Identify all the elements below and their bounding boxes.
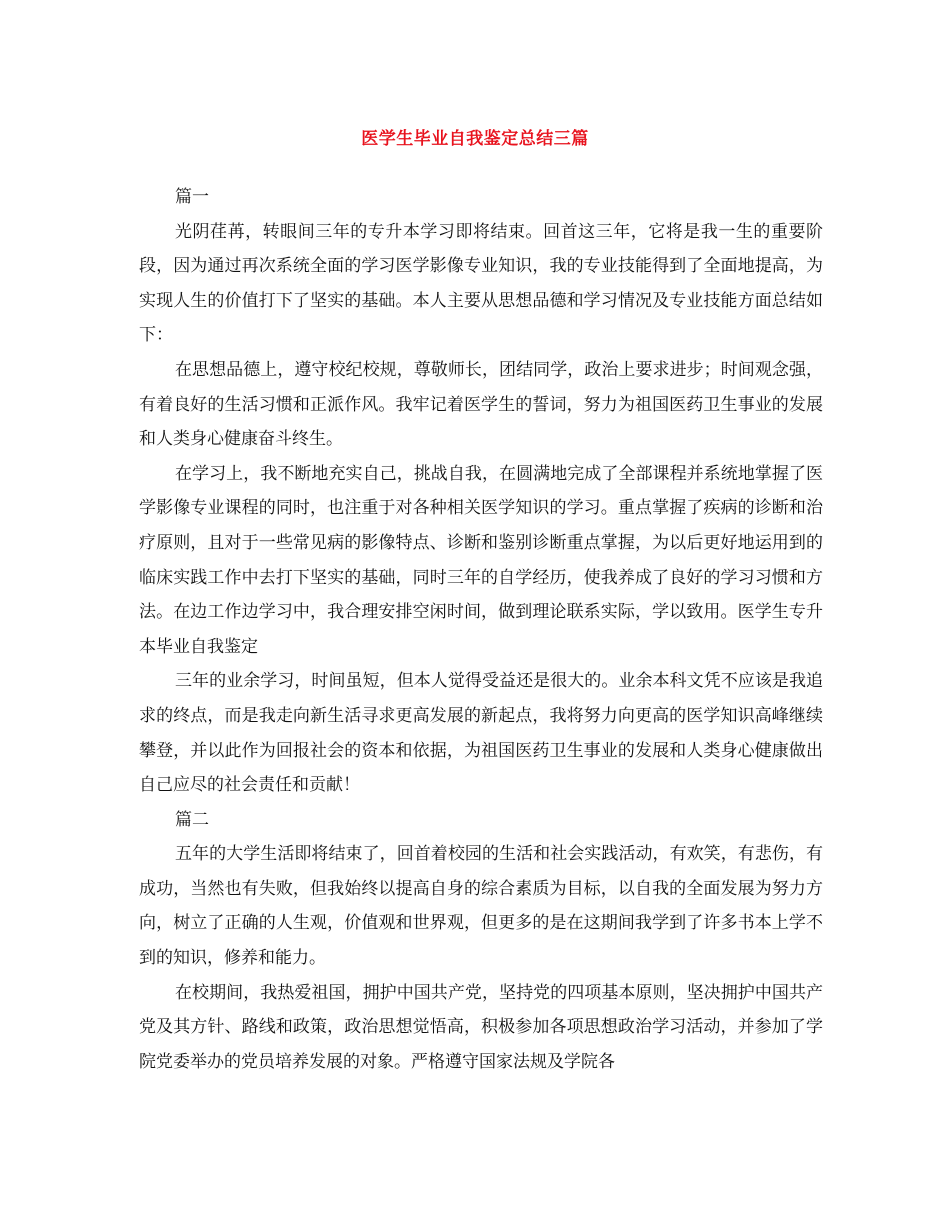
document-title: 医学生毕业自我鉴定总结三篇 <box>361 129 589 149</box>
paragraph: 三年的业余学习，时间虽短，但本人觉得受益还是很大的。业余本科文凭不应该是我追求的终点，而是我走向新生活寻求更高发展的新起点，我将努力向更高的医学知识高峰继续攀登，并以此作为回报社会的资本和依据，为祖国医药卫生事业的发展和人类身心健康做出自己应尽的社会责任和贡献！ <box>139 671 823 796</box>
paragraph: 在校期间，我热爱祖国，拥护中国共产党，坚持党的四项基本原则，坚决拥护中国共产党及其方针、路线和政策，政治思想觉悟高，积极参加各项思想政治学习活动，并参加了学院党委举办的党员培养发展的对象。严格遵守国家法规及学院各 <box>139 982 823 1072</box>
section-heading: 篇二 <box>175 809 209 830</box>
section-1 <box>139 180 823 803</box>
paragraph: 在学习上，我不断地充实自己，挑战自我，在圆满地完成了全部课程并系统地掌握了医学影像专业课程的同时，也注重于对各种相关医学知识的学习。重点掌握了疾病的诊断和治疗原则，且对于一些常见病的影像特点、诊断和鉴别诊断重点掌握，为以后更好地运用到的临床实践工作中去打下坚实的基础，同时三年的自学经历，使我养成了良好的学习习惯和方法。在边工作边学习中，我合理安排空闲时间，做到理论联系实际，学以致用。医学生专升本毕业自我鉴定 <box>139 463 823 657</box>
section-heading: 篇一 <box>175 187 209 207</box>
document-body <box>139 180 823 1079</box>
paragraph: 光阴荏苒，转眼间三年的专升本学习即将结束。回首这三年，它将是我一生的重要阶段，因为通过再次系统全面的学习医学影像专业知识，我的专业技能得到了全面地提高，为实现人生的价值打下了坚实的基础。本人主要从思想品德和学习情况及专业技能方面总结如下： <box>139 221 823 346</box>
section-2 <box>139 803 823 1080</box>
paragraph: 五年的大学生活即将结束了，回首着校园的生活和社会实践活动，有欢笑，有悲伤，有成功，当然也有失败，但我始终以提高自身的综合素质为目标，以自我的全面发展为努力方向，树立了正确的人生观，价值观和世界观，但更多的是在这期间我学到了许多书本上学不到的知识，修养和能力。 <box>139 844 823 969</box>
paragraph: 在思想品德上，遵守校纪校规，尊敬师长，团结同学，政治上要求进步；时间观念强，有着良好的生活习惯和正派作风。我牢记着医学生的誓词，努力为祖国医药卫生事业的发展和人类身心健康奋斗终生。 <box>139 359 823 450</box>
